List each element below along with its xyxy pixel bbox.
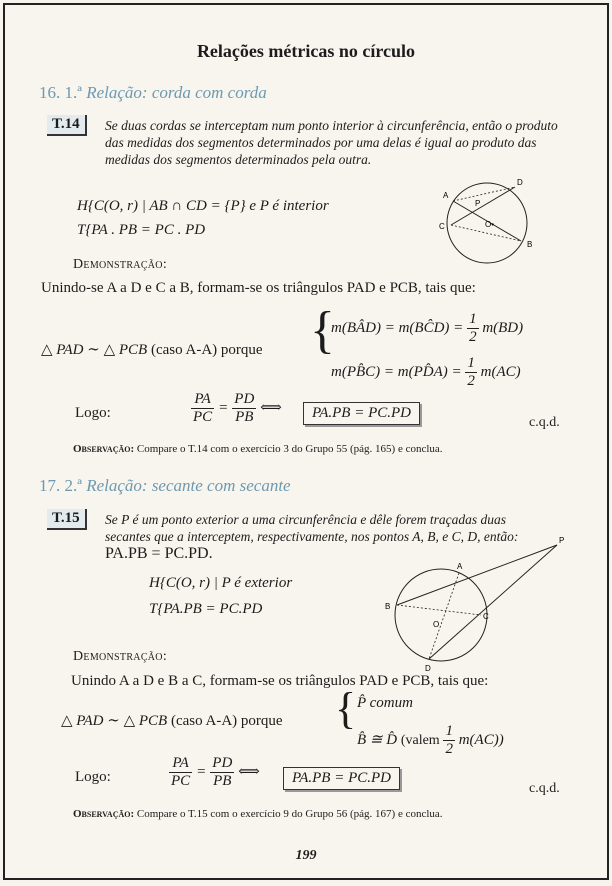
section-17-heading <box>39 476 291 496</box>
t15-observation <box>73 808 443 820</box>
t14-proportion <box>191 391 282 426</box>
fig1-label-b: B <box>527 240 533 249</box>
section-17-label: Relação: <box>86 476 148 495</box>
t14-thesis: T{PA . PB = PC . PD <box>77 222 206 238</box>
t15-equals: = <box>196 764 207 781</box>
fig2-label-c: C <box>483 612 489 621</box>
t15-qed: c.q.d. <box>529 781 560 796</box>
section-17-number: 17. 2.ª <box>39 476 82 495</box>
t15-line2 <box>357 723 504 758</box>
t15-arc: m(AC)) <box>458 731 504 748</box>
t15-thesis: T{PA.PB = PC.PD <box>149 601 263 617</box>
t14-demo-label: Demonstração: <box>73 257 168 272</box>
t15-obs-label: Observação: <box>73 808 135 820</box>
t14-iff: ⟺ <box>260 400 282 417</box>
t15-iff: ⟺ <box>238 764 260 781</box>
t14-logo: Logo: <box>75 405 111 421</box>
fig1-label-o: O• <box>485 220 495 229</box>
t14-brace: { <box>310 302 335 359</box>
t14-obs-text: Compare o T.14 com o exercício 3 do Grupo 55 (pág. 165) e conclua. <box>136 443 443 455</box>
t15-angles-congruent: B̂ ≅ D̂ <box>357 731 398 748</box>
t14-result-box: PA.PB = PC.PD <box>303 402 420 425</box>
t14-eq2-right: m(AC) <box>480 363 521 380</box>
fig2-label-a: A <box>457 562 463 571</box>
secants-figure <box>377 533 567 673</box>
t14-frac-left: $\frac{PA}{PC}$ <box>193 391 213 425</box>
t14-eq2 <box>331 355 521 390</box>
fig2-label-p: P <box>559 536 565 545</box>
t14-obs-label: Observação: <box>73 443 135 455</box>
t14-eq2-left: m(PB̂C) = m(PD̂A) = <box>331 363 462 380</box>
t15-demo-label: Demonstração: <box>73 649 168 664</box>
fig2-label-d: D <box>425 664 431 673</box>
t15-half: $\frac{1}{2}$ <box>445 723 453 757</box>
t15-similar-triangles: △ PAD ∼ △ PCB <box>61 713 168 729</box>
t14-similar-triangles: △ PAD ∼ △ PCB <box>41 342 148 358</box>
fig2-label-b: B <box>385 602 391 611</box>
theorem-t14-label: T.14 <box>47 115 87 136</box>
t14-eq2-half: $\frac{1}{2}$ <box>467 355 475 389</box>
t15-reason: (caso A-A) porque <box>170 713 283 729</box>
t15-brace: { <box>335 684 357 733</box>
t15-proportion <box>169 755 260 790</box>
fig1-label-a: A <box>443 191 449 200</box>
page-title: Relações métricas no círculo <box>196 41 416 61</box>
t14-eq1 <box>331 311 523 346</box>
t14-hypothesis: H{C(O, r) | AB ∩ CD = {P} e P é interior <box>77 198 329 214</box>
fig1-label-p: P <box>475 199 481 208</box>
t15-frac-left: $\frac{PA}{PC}$ <box>171 755 191 789</box>
t15-result-box: PA.PB = PC.PD <box>283 767 400 790</box>
t15-line1: P̂ comum <box>357 695 413 711</box>
chords-figure <box>425 173 550 273</box>
page-number: 199 <box>295 848 317 863</box>
t15-similarity <box>61 711 283 730</box>
t14-eq1-right: m(BD) <box>482 319 524 336</box>
book-page <box>3 3 609 880</box>
t15-logo: Logo: <box>75 769 111 785</box>
t15-frac-right: $\frac{PD}{PB}$ <box>212 755 233 789</box>
theorem-t15-label: T.15 <box>47 509 87 530</box>
t14-demo-text: Unindo-se A a D e C a B, formam-se os triângulos PAD e PCB, tais que: <box>41 280 476 296</box>
section-16-number: 16. 1.ª <box>39 83 82 102</box>
t14-eq1-left: m(BÂD) = m(BĈD) = <box>331 319 464 336</box>
theorem-t14-statement: Se duas cordas se interceptam num ponto interior à circunferência, então o produto das medidas dos segmentos determinados por uma delas é igual ao produto das medidas dos segmentos determinados pela outra. <box>105 118 558 167</box>
section-16-heading <box>39 83 267 103</box>
t15-statement-text: Se P é um ponto exterior a uma circunferência e dêle forem traçadas duas secantes que a interceptem, respectivamente, nos pontos A, B, e C, D, então: <box>105 512 519 544</box>
fig1-label-d: D <box>517 178 523 187</box>
t15-valem: (valem <box>400 732 440 748</box>
section-17-text: secante com secante <box>151 476 291 495</box>
fig2-label-o: O <box>433 620 440 629</box>
t15-demo-text: Unindo A a D e B a C, formam-se os triângulos PAD e PCB, tais que: <box>71 673 489 689</box>
t15-statement-formula: PA.PB = PC.PD. <box>105 545 213 562</box>
section-16-label: Relação: <box>86 83 148 102</box>
t14-equals: = <box>218 400 229 417</box>
t15-hypothesis: H{C(O, r) | P é exterior <box>149 575 293 591</box>
t14-eq1-half: $\frac{1}{2}$ <box>469 311 477 345</box>
t14-frac-right: $\frac{PD}{PB}$ <box>234 391 255 425</box>
t15-obs-text: Compare o T.15 com o exercício 9 do Grupo 56 (pág. 167) e conclua. <box>136 808 443 820</box>
t14-reason: (caso A-A) porque <box>150 342 263 358</box>
t14-observation <box>73 443 443 455</box>
fig1-label-c: C <box>439 222 445 231</box>
section-16-text: corda com corda <box>151 83 267 102</box>
t14-similarity <box>41 340 263 359</box>
t14-qed: c.q.d. <box>529 415 560 430</box>
